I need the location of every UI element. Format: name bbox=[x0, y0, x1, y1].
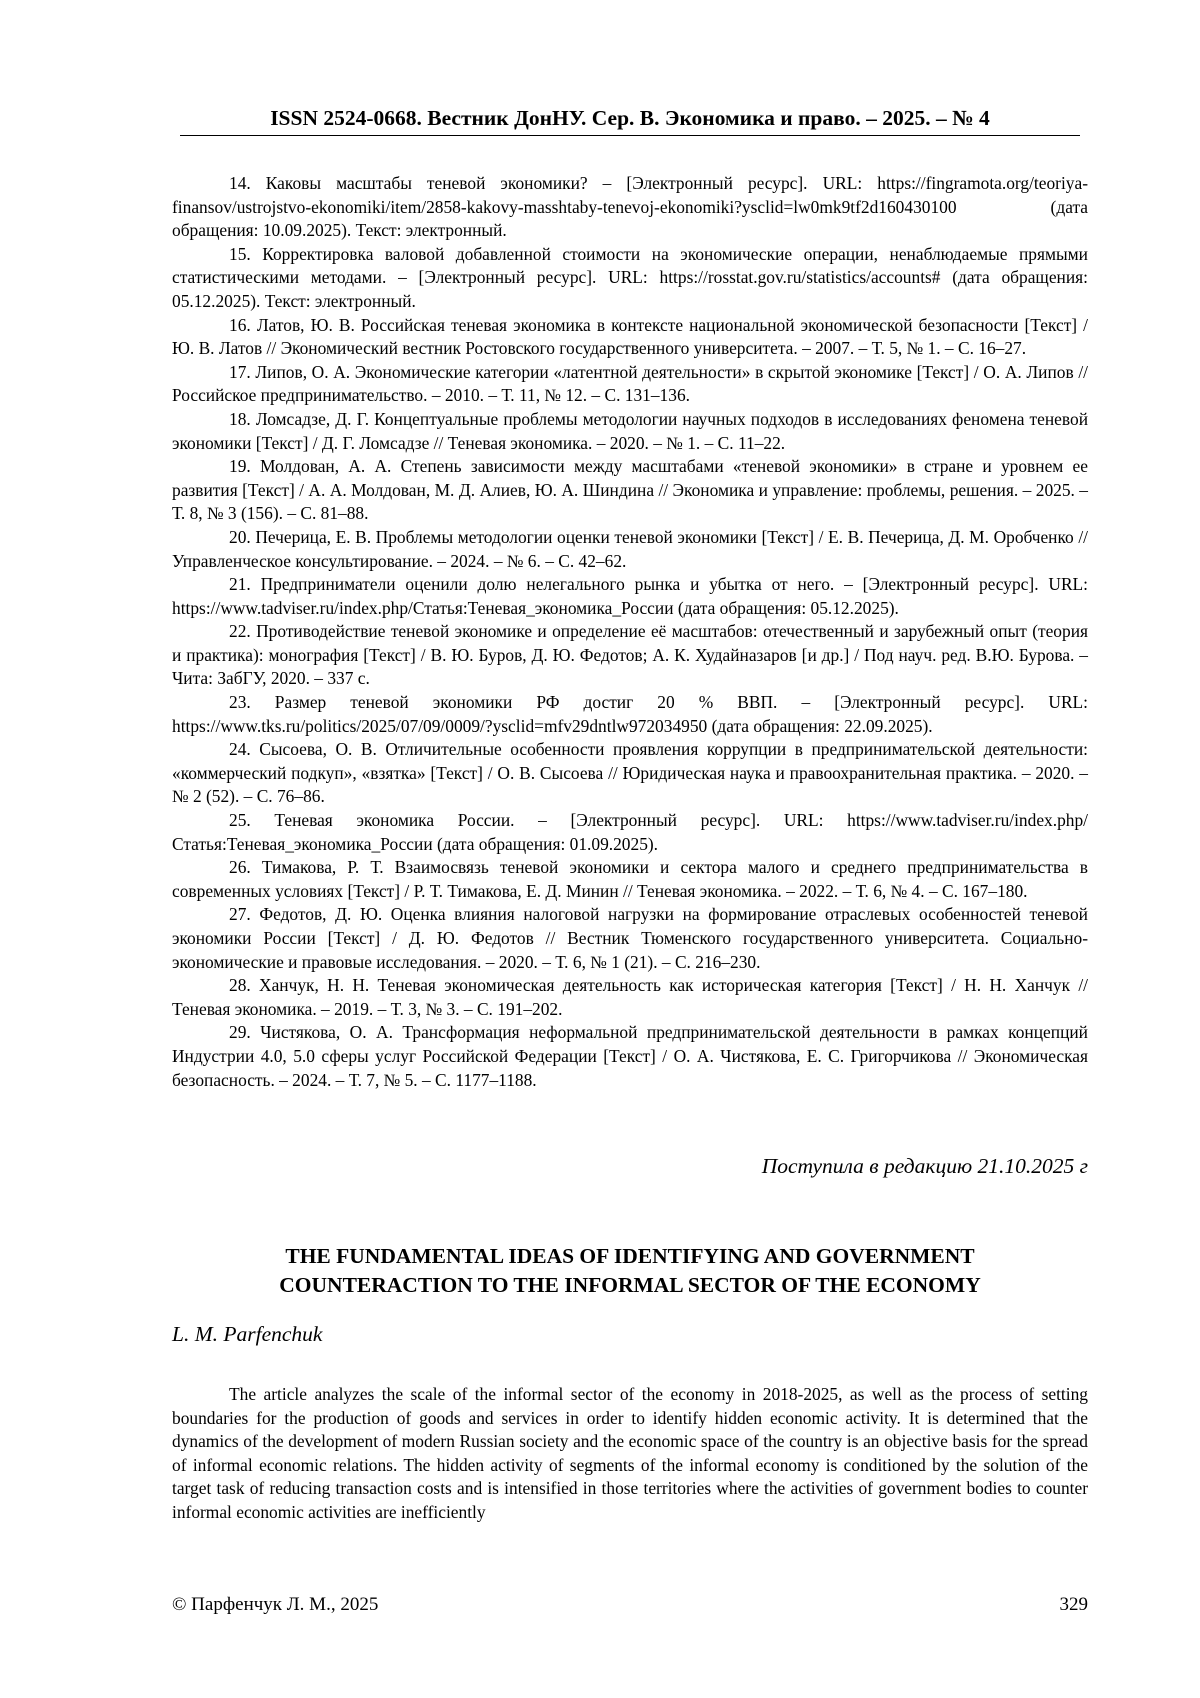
reference-item: 24. Сысоева, О. В. Отличительные особенности проявления коррупции в предпринимательской деятельности: «коммерческий подкуп», «взятка» [Текст] / О. В. Сысоева // Юридическая наука и правоохранительная практика. – 2020. – № 2 (52). – С. 76–86. bbox=[172, 739, 1088, 807]
received-date: Поступила в редакцию 21.10.2025 г bbox=[761, 1154, 1088, 1178]
english-title-line-1: THE FUNDAMENTAL IDEAS OF IDENTIFYING AND GOVERNMENT bbox=[285, 1244, 975, 1268]
page-number: 329 bbox=[1059, 1594, 1088, 1615]
copyright-notice: © Парфенчук Л. М., 2025 bbox=[172, 1594, 379, 1615]
reference-item: 16. Латов, Ю. В. Российская теневая экономика в контексте национальной экономической безопасности [Текст] / Ю. В. Латов // Экономический вестник Ростовского государственного университета. – 2007. – Т. 5, № 1. – С. 16–27. bbox=[172, 314, 1088, 359]
reference-item: 23. Размер теневой экономики РФ достиг 20 % ВВП. – [Электронный ресурс]. URL: https://www.tks.ru/politics/2025/07/09/0009/?ysclid=mfv29dntlw972034950 (дата обращения: 22.09.2025). bbox=[172, 692, 1088, 736]
reference-item: 28. Ханчук, Н. Н. Теневая экономическая деятельность как историческая категория [Текст] / Н. Н. Ханчук // Теневая экономика. – 2019. – Т. 3, № 3. – С. 191–202. bbox=[172, 975, 1088, 1019]
reference-item: 22. Противодействие теневой экономике и определение её масштабов: отечественный и зарубежный опыт (теория и практика): монография [Текст] / В. Ю. Буров, Д. Ю. Федотов; А. К. Худайназаров [и др.] / Под науч. ред. В.Ю. Бурова. – Чита: ЗабГУ, 2020. – 337 с. bbox=[172, 621, 1088, 689]
reference-item: 26. Тимакова, Р. Т. Взаимосвязь теневой экономики и сектора малого и среднего предпринимательства в современных условиях [Текст] / Р. Т. Тимакова, Е. Д. Минин // Теневая экономика. – 2022. – Т. 6, № 4. – С. 167–180. bbox=[172, 857, 1088, 901]
reference-item: 27. Федотов, Д. Ю. Оценка влияния налоговой нагрузки на формирование отраслевых особенностей теневой экономики России [Текст] / Д. Ю. Федотов // Вестник Тюменского государственного университета. Социально-экономические и правовые исследования. – 2020. – Т. 6, № 1 (21). – С. 216–230. bbox=[172, 904, 1088, 972]
reference-item: 19. Молдован, А. А. Степень зависимости между масштабами «теневой экономики» в стране и уровнем ее развития [Текст] / А. А. Молдован, М. Д. Алиев, Ю. А. Шиндина // Экономика и управление: проблемы, решения. – 2025. – Т. 8, № 3 (156). – С. 81–88. bbox=[172, 456, 1088, 524]
reference-item: 17. Липов, О. А. Экономические категории «латентной деятельности» в скрытой экономике [Текст] / О. А. Липов // Российское предпринимательство. – 2010. – Т. 11, № 12. – С. 131–136. bbox=[172, 361, 1088, 406]
abstract-text: The article analyzes the scale of the informal sector of the economy in 2018-2025, as well as the process of setting boundaries for the production of goods and services in order to identify hidden economic activity. It is determined that the dynamics of the development of modern Russian society and the economic space of the country is an objective basis for the spread of informal economic relations. The hidden activity of segments of the informal economy is conditioned by the solution of the target task of reducing transaction costs and is intensified in those territories where the activities of government bodies to counter informal economic activities are inefficiently bbox=[172, 1384, 1088, 1522]
reference-item: 25. Теневая экономика России. – [Электронный ресурс]. URL: https://www.tadviser.ru/index.php/Статья:Теневая_экономика_России (дата обращения: 01.09.2025). bbox=[172, 810, 1088, 854]
reference-item: 18. Ломсадзе, Д. Г. Концептуальные проблемы методологии научных подходов в исследованиях феномена теневой экономики [Текст] / Д. Г. Ломсадзе // Теневая экономика. – 2020. – № 1. – С. 11–22. bbox=[172, 408, 1088, 453]
reference-list bbox=[172, 172, 1088, 1092]
english-title bbox=[172, 1242, 1088, 1300]
reference-item: 21. Предприниматели оценили долю нелегального рынка и убытка от него. – [Электронный ресурс]. URL: https://www.tadviser.ru/index.php/Статья:Теневая_экономика_России (дата обращения: 05.12.2025). bbox=[172, 574, 1088, 618]
reference-item: 29. Чистякова, О. А. Трансформация неформальной предпринимательской деятельности в рамках концепций Индустрии 4.0, 5.0 сферы услуг Российской Федерации [Текст] / О. А. Чистякова, Е. С. Григорчикова // Экономическая безопасность. – 2024. – Т. 7, № 5. – С. 1177–1188. bbox=[172, 1022, 1088, 1090]
running-header: ISSN 2524-0668. Вестник ДонНУ. Сер. В. Экономика и право. – 2025. – № 4 bbox=[180, 106, 1080, 136]
reference-item: 20. Печерица, Е. В. Проблемы методологии оценки теневой экономики [Текст] / Е. В. Печерица, Д. М. Оробченко // Управленческое консультирование. – 2024. – № 6. – С. 42–62. bbox=[172, 526, 1088, 571]
reference-item: 15. Корректировка валовой добавленной стоимости на экономические операции, ненаблюдаемые прямыми статистическими методами. – [Электронный ресурс]. URL: https://rosstat.gov.ru/statistics/accounts# (дата обращения: 05.12.2025). Текст: электронный. bbox=[172, 243, 1088, 311]
reference-item: 14. Каковы масштабы теневой экономики? – [Электронный ресурс]. URL: https://fingramota.org/teoriya-finansov/ustrojstvo-ekonomiki/item/2858-kakovy-masshtaby-tenevoj-ekonomiki?ysclid=lw0mk9tf2d160430100 (дата обращения: 10.09.2025). Текст: электронный. bbox=[172, 173, 1088, 241]
author-name: L. M. Parfenchuk bbox=[172, 1322, 323, 1346]
english-title-line-2: COUNTERACTION TO THE INFORMAL SECTOR OF THE ECONOMY bbox=[279, 1273, 981, 1297]
